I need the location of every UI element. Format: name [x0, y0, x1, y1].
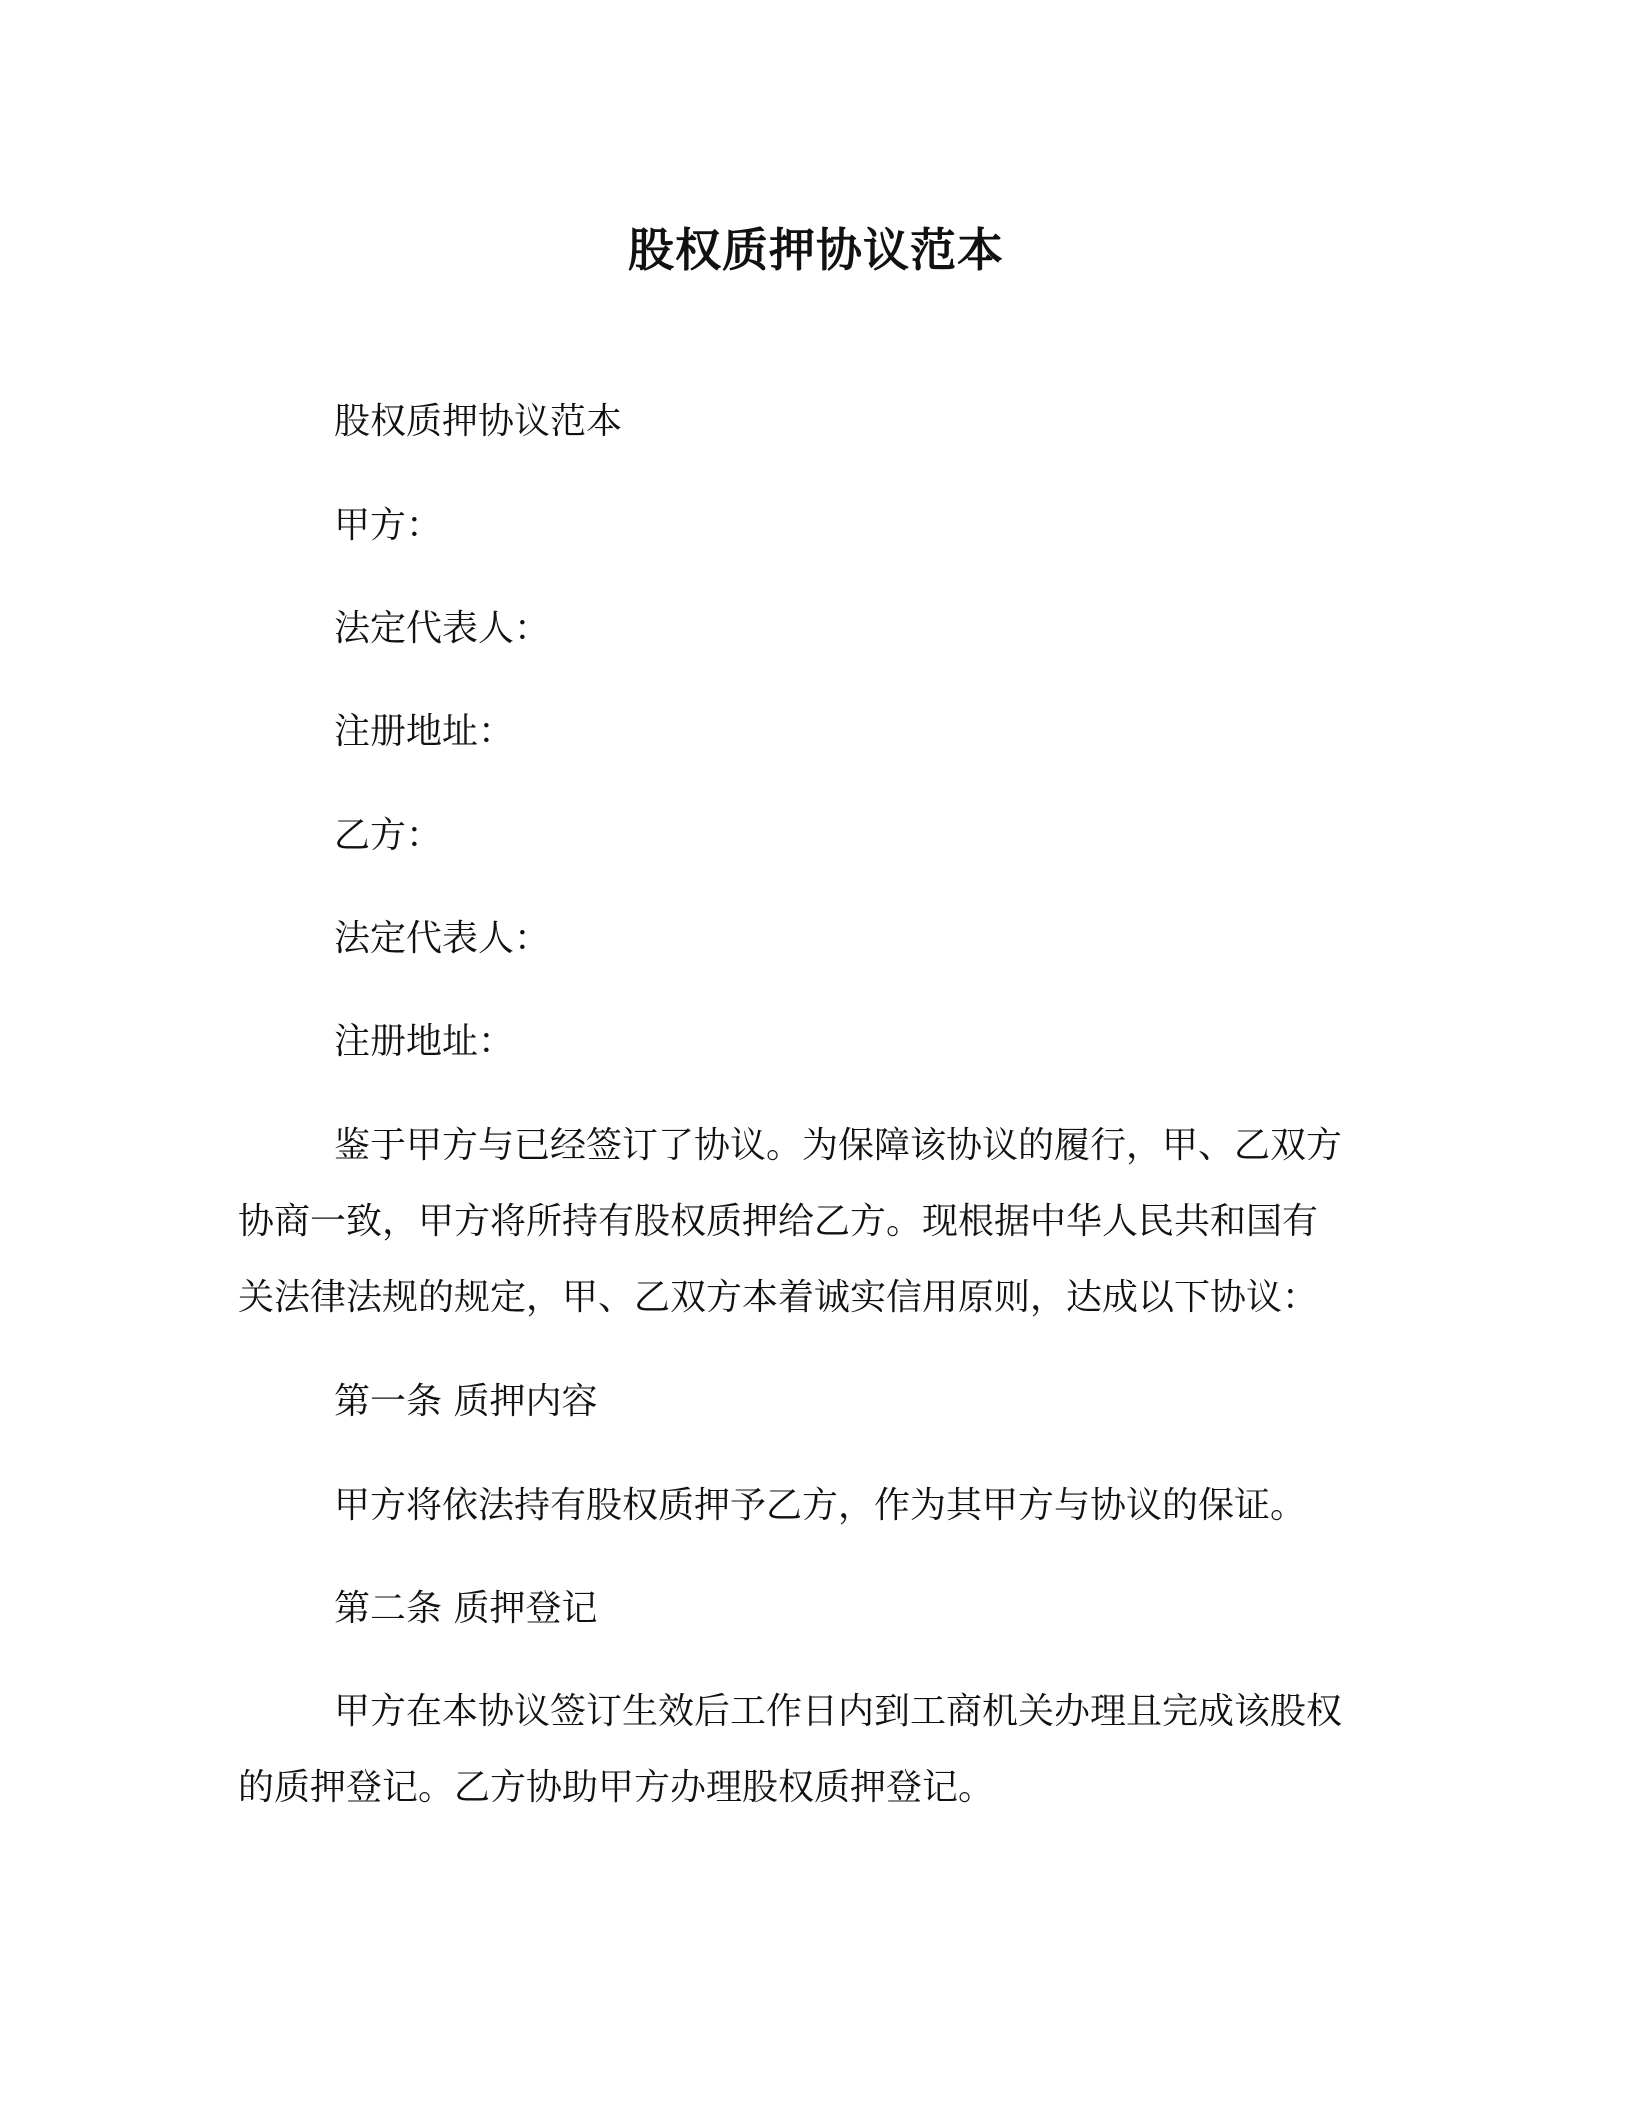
- party-b-address-label: 注册地址：: [334, 1021, 515, 1062]
- article-2-body-line-2: 的质押登记。乙方协助甲方办理股权质押登记。: [238, 1767, 995, 1808]
- article-1-body: 甲方将依法持有股权质押予乙方，作为其甲方与协议的保证。: [334, 1485, 1307, 1526]
- article-2-body-line-1: 甲方在本协议签订生效后工作日内到工商机关办理且完成该股权: [334, 1691, 1343, 1732]
- party-b-label: 乙方：: [334, 815, 443, 856]
- document-title: 股权质押协议范本: [628, 223, 1004, 277]
- preamble-line-3: 关法律法规的规定，甲、乙双方本着诚实信用原则，达成以下协议：: [238, 1277, 1319, 1318]
- preamble-line-2: 协商一致，甲方将所持有股权质押给乙方。现根据中华人民共和国有: [238, 1201, 1319, 1242]
- party-a-label: 甲方：: [334, 505, 443, 546]
- preamble-line-1: 鉴于甲方与已经签订了协议。为保障该协议的履行，甲、乙双方: [334, 1125, 1343, 1166]
- document-subtitle: 股权质押协议范本: [334, 401, 623, 442]
- article-1-heading: 第一条 质押内容: [334, 1381, 598, 1422]
- party-a-representative-label: 法定代表人：: [334, 608, 551, 649]
- party-b-representative-label: 法定代表人：: [334, 918, 551, 959]
- article-2-heading: 第二条 质押登记: [334, 1588, 598, 1629]
- party-a-address-label: 注册地址：: [334, 711, 515, 752]
